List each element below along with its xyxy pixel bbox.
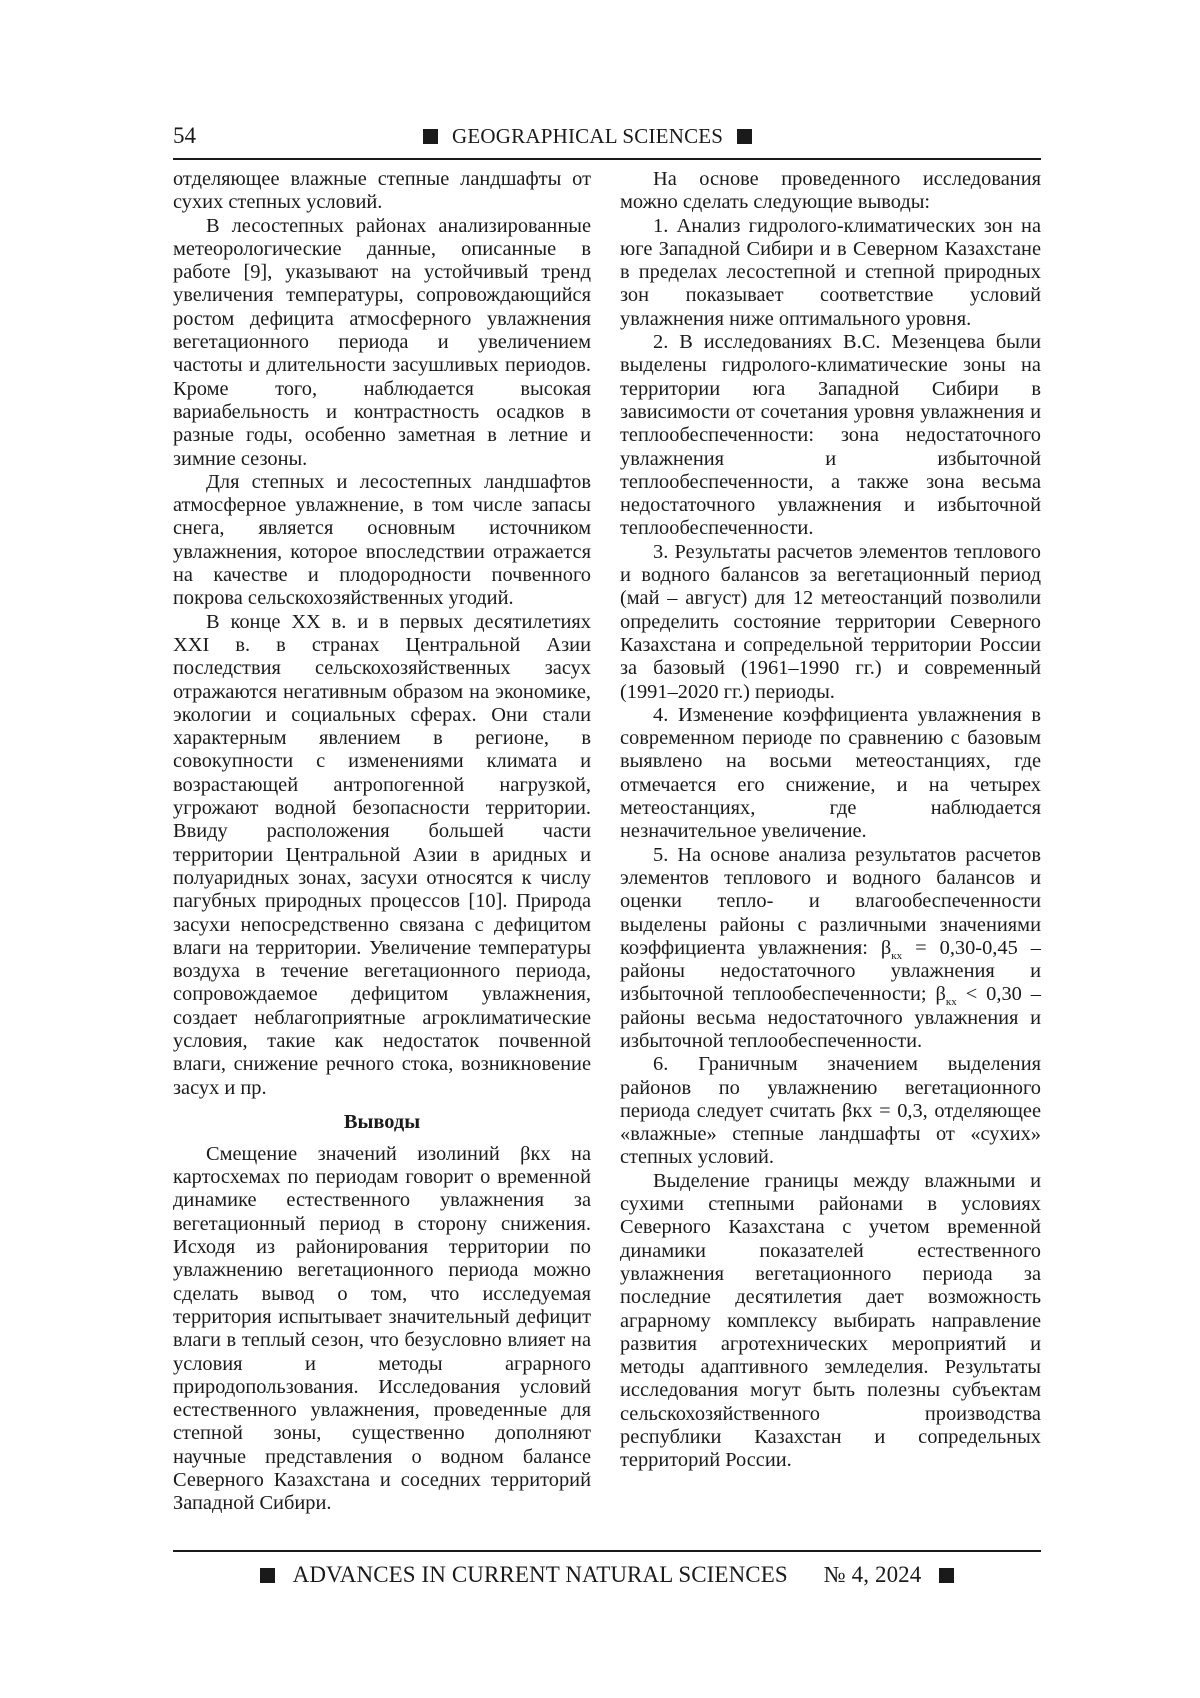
issue-number: № 4, 2024 [823,1562,922,1587]
conclusion-item-6: 6. Граничным значением выделения районов по увлажнению вегетационного периода следует считать βкх = 0,3, отделяющее «влажные» степные ландшафты от «сухих» степных условий. [620,1053,1041,1169]
conclusion-item-1: 1. Анализ гидролого-климатических зон на юге Западной Сибири и в Северном Казахстане в пределах лесостепной и степной природных зон показывает соответствие условий увлажнения ниже оптимального уровня. [620,214,1041,330]
square-bullet-icon [423,129,438,144]
square-bullet-icon [260,1568,275,1583]
conclusion-item-2: 2. В исследованиях В.С. Мезенцева были выделены гидролого-климатические зоны на территории юга Западной Сибири в зависимости от сочетания уровня увлажнения и теплообеспеченности: зона недостаточного увлажнения и избыточной теплообеспеченности, а также зона весьма недостаточного увлажнения и избыточной теплообеспеченности. [620,331,1041,540]
right-column [620,168,1041,1473]
section-heading-conclusions: Выводы [343,1110,421,1133]
section-title: GEOGRAPHICAL SCIENCES [452,123,724,148]
footer-divider [173,1550,1041,1552]
item5-subscript-1: кх [891,949,903,962]
conclusion-item-4: 4. Изменение коэффициента увлажнения в современном периоде по сравнению с базовым выявлено на восьми метеостанциях, где отмечается его снижение, и на четырех метеостанциях, где наблюдается незначительное увеличение. [620,703,1041,843]
item5-subscript-2: кх [945,996,957,1009]
page-number: 54 [173,123,196,148]
conclusion-item-3: 3. Результаты расчетов элементов теплового и водного балансов за вегетационный период (май – август) для 12 метеостанций позволили определить состояние территории Северного Казахстана и сопредельной территории России за базовый (1961–1990 гг.) и современный (1991–2020 гг.) периоды. [620,540,1041,703]
paragraph: Для степных и лесостепных ландшафтов атмосферное увлажнение, в том числе запасы снега, является основным источником увлажнения, которое впоследствии отражается на качестве и плодородности почвенного покрова сельскохозяйственных угодий. [173,470,591,610]
item5-text-b: = 0,30-0,45 – районы недостаточного увлажнения и избыточной теплообеспеченности; β [620,936,1041,1006]
paragraph: В конце XX в. и в первых десятилетиях XXI в. в странах Центральной Азии последствия сельскохозяйственных засух отражаются негативным образом на экономике, экологии и социальных сферах. Они стали характерным явлением в регионе, в совокупности с изменениями климата и возрастающей антропогенной нагрузкой, угрожают водной безопасности территории. Ввиду расположения большей части территории Центральной Азии в аридных и полуаридных зонах, засухи относятся к числу пагубных природных процессов [10]. Природа засухи непосредственно связана с дефицитом влаги на территории. Увеличение температуры воздуха в течение вегетационного периода, сопровождаемое дефицитом увлажнения, создает неблагоприятные агроклиматические условия, такие как недостаток почвенной влаги, снижение речного стока, возникновение засух и пр. [173,610,591,1099]
paragraph-closing: Выделение границы между влажными и сухими степными районами в условиях Северного Казахстана с учетом временной динамики показателей естественного увлажнения вегетационного периода за последние десятилетия дает возможность аграрному комплексу выбирать направление развития агротехнических мероприятий и методы адаптивного земледелия. Результаты исследования могут быть полезны субъектам сельскохозяйственного производства республики Казахстан и сопредельных территорий России. [620,1169,1041,1472]
conclusion-item-5 [620,844,1041,1054]
paragraph-intro: На основе проведенного исследования можно сделать следующие выводы: [620,168,1041,214]
square-bullet-icon [737,129,752,144]
paragraph: В лесостепных районах анализированные метеорологические данные, описанные в работе [9], указывают на устойчивый тренд увеличения температуры, сопровождающийся ростом дефицита атмосферного увлажнения вегетационного периода и увеличением частоты и длительности засушливых периодов. Кроме того, наблюдается высокая вариабельность и контрастность осадков в разные годы, особенно заметная в летние и зимние сезоны. [173,214,591,470]
journal-name: ADVANCES IN CURRENT NATURAL SCIENCES [292,1562,788,1587]
left-column [173,168,591,1516]
item5-text-c: < 0,30 – районы весьма недостаточного увлажнения и избыточной теплообеспеченности. [620,983,1041,1052]
running-head [423,120,752,152]
header-divider [173,158,1041,160]
paragraph-continuation: отделяющее влажные степные ландшафты от сухих степных условий. [173,168,591,214]
page-header [173,120,1041,160]
square-bullet-icon [939,1568,954,1583]
paragraph: Смещение значений изолиний βкх на картосхемах по периодам говорит о временной динамике естественного увлажнения за вегетационный период в сторону снижения. Исходя из районирования территории по увлажнению вегетационного периода можно сделать вывод о том, что исследуемая территория испытывает значительный дефицит влаги в теплый сезон, что безусловно влияет на условия и методы аграрного природопользования. Исследования условий естественного увлажнения, проведенные для степной зоны, существенно дополняют научные представления о водном балансе Северного Казахстана и соседних территорий Западной Сибири. [173,1142,591,1515]
item5-text-a: 5. На основе анализа результатов расчетов элементов теплового и водного балансов и оценки тепло- и влагообеспеченности выделены районы с различными значениями коэффициента увлажнения: β [620,843,1041,959]
page-footer [173,1558,1041,1592]
